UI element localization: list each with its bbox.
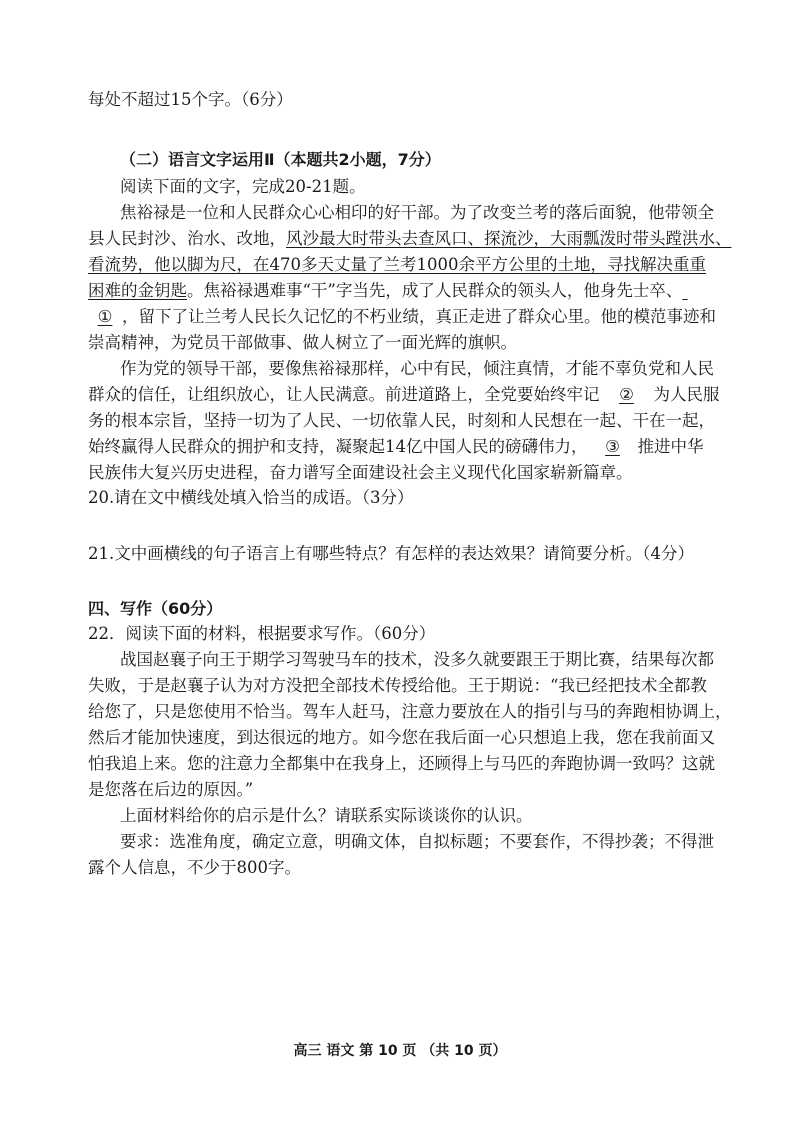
material-line: 战国赵襄子向王于期学习驾驶马车的技术，没多久就要跟王于期比赛，结果每次都 xyxy=(120,650,714,669)
passage-text: ，留下了让兰考人民长久记忆的不朽业绩，真正走进了群众心里。他的模范事迹和 xyxy=(122,307,716,326)
passage-line xyxy=(88,435,704,459)
blank-1: ① xyxy=(97,307,113,326)
passage-text: 为人民服 xyxy=(653,385,720,404)
writing-prompt: 上面材料给你的启示是什么？请联系实际谈谈你的认识。 xyxy=(120,806,533,825)
passage-text: 始终赢得人民群众的拥护和支持，凝聚起14亿中国人民的磅礴伟力， xyxy=(88,437,588,456)
material-line: 失败，于是赵襄子认为对方没把全部技术传授给他。王于期说：“我已经把技术全都教 xyxy=(88,676,707,695)
material-line: 怕我追上来。您的注意力全都集中在我身上，还顾得上与马匹的奔跑协调一致吗？这就 xyxy=(88,754,715,773)
blank-2: ② xyxy=(619,385,634,404)
passage-text: 群众的信任，让组织放心，让人民满意。前进道路上，全党要始终牢记 xyxy=(88,385,600,404)
blank-3: ③ xyxy=(605,437,620,456)
page-footer: 高三 语文 第 10 页 （共 10 页） xyxy=(293,1043,507,1059)
section4-heading: 四、写作（60分） xyxy=(88,599,223,618)
passage-text: 。焦裕禄遇难事“干”字当先，成了人民群众的领头人，他身先士卒、 xyxy=(187,281,683,300)
passage-text: 县人民封沙、治水、改地， xyxy=(88,229,286,248)
question-20: 20.请在文中横线处填入恰当的成语。（3分） xyxy=(88,488,414,507)
blank-line xyxy=(682,279,700,303)
question-22: 22．阅读下面的材料，根据要求写作。（60分） xyxy=(88,624,436,643)
question-21: 21.文中画横线的句子语言上有哪些特点？有怎样的表达效果？请简要分析。（4分） xyxy=(88,544,694,563)
material-line: 然后才能加快速度，到达很远的地方。如今您在我后面一心只想追上我，您在我前面又 xyxy=(88,728,715,747)
passage-line: 民族伟大复兴历史进程，奋力谱写全面建设社会主义现代化国家崭新篇章。 xyxy=(88,463,633,482)
underlined-sentence: 风沙最大时带头去查风口、探流沙，大雨瓢泼时带头蹚洪水、 xyxy=(286,229,732,248)
passage-line: 务的根本宗旨，坚持一切为了人民、一切依靠人民，时刻和人民想在一起、干在一起， xyxy=(88,411,715,430)
passage-text: 推进中华 xyxy=(637,437,704,456)
passage-line xyxy=(88,383,720,407)
underlined-sentence: 困难的金钥匙 xyxy=(88,281,187,300)
passage-line xyxy=(88,227,732,251)
top-line: 每处不超过15个字。（6分） xyxy=(88,90,293,109)
section2-heading: （二）语言文字运用Ⅱ（本题共2小题，7分） xyxy=(120,150,441,169)
writing-requirements: 要求：选准角度，确定立意，明确文体，自拟标题；不要套作，不得抄袭；不得泄 xyxy=(120,832,714,851)
passage-line xyxy=(88,279,700,303)
passage-line xyxy=(88,305,716,329)
passage-line: 焦裕禄是一位和人民群众心心相印的好干部。为了改变兰考的落后面貌，他带领全 xyxy=(120,203,714,222)
material-line: 是您落在后边的原因。” xyxy=(88,780,254,799)
passage-line: 作为党的领导干部，要像焦裕禄那样，心中有民，倾注真情，才能不辜负党和人民 xyxy=(120,359,714,378)
underlined-sentence: 看流势，他以脚为尺，在470多天丈量了兰考1000余平方公里的土地，寻找解决重重 xyxy=(88,255,706,274)
material-line: 给您了，只是您使用不恰当。驾车人赶马，注意力要放在人的指引与马的奔跑相协调上， xyxy=(88,702,732,721)
section2-instruction: 阅读下面的文字，完成20-21题。 xyxy=(120,177,366,196)
writing-requirements: 露个人信息，不少于800字。 xyxy=(88,858,301,877)
passage-line: 崇高精神，为党员干部做事、做人树立了一面光辉的旗帜。 xyxy=(88,333,517,352)
